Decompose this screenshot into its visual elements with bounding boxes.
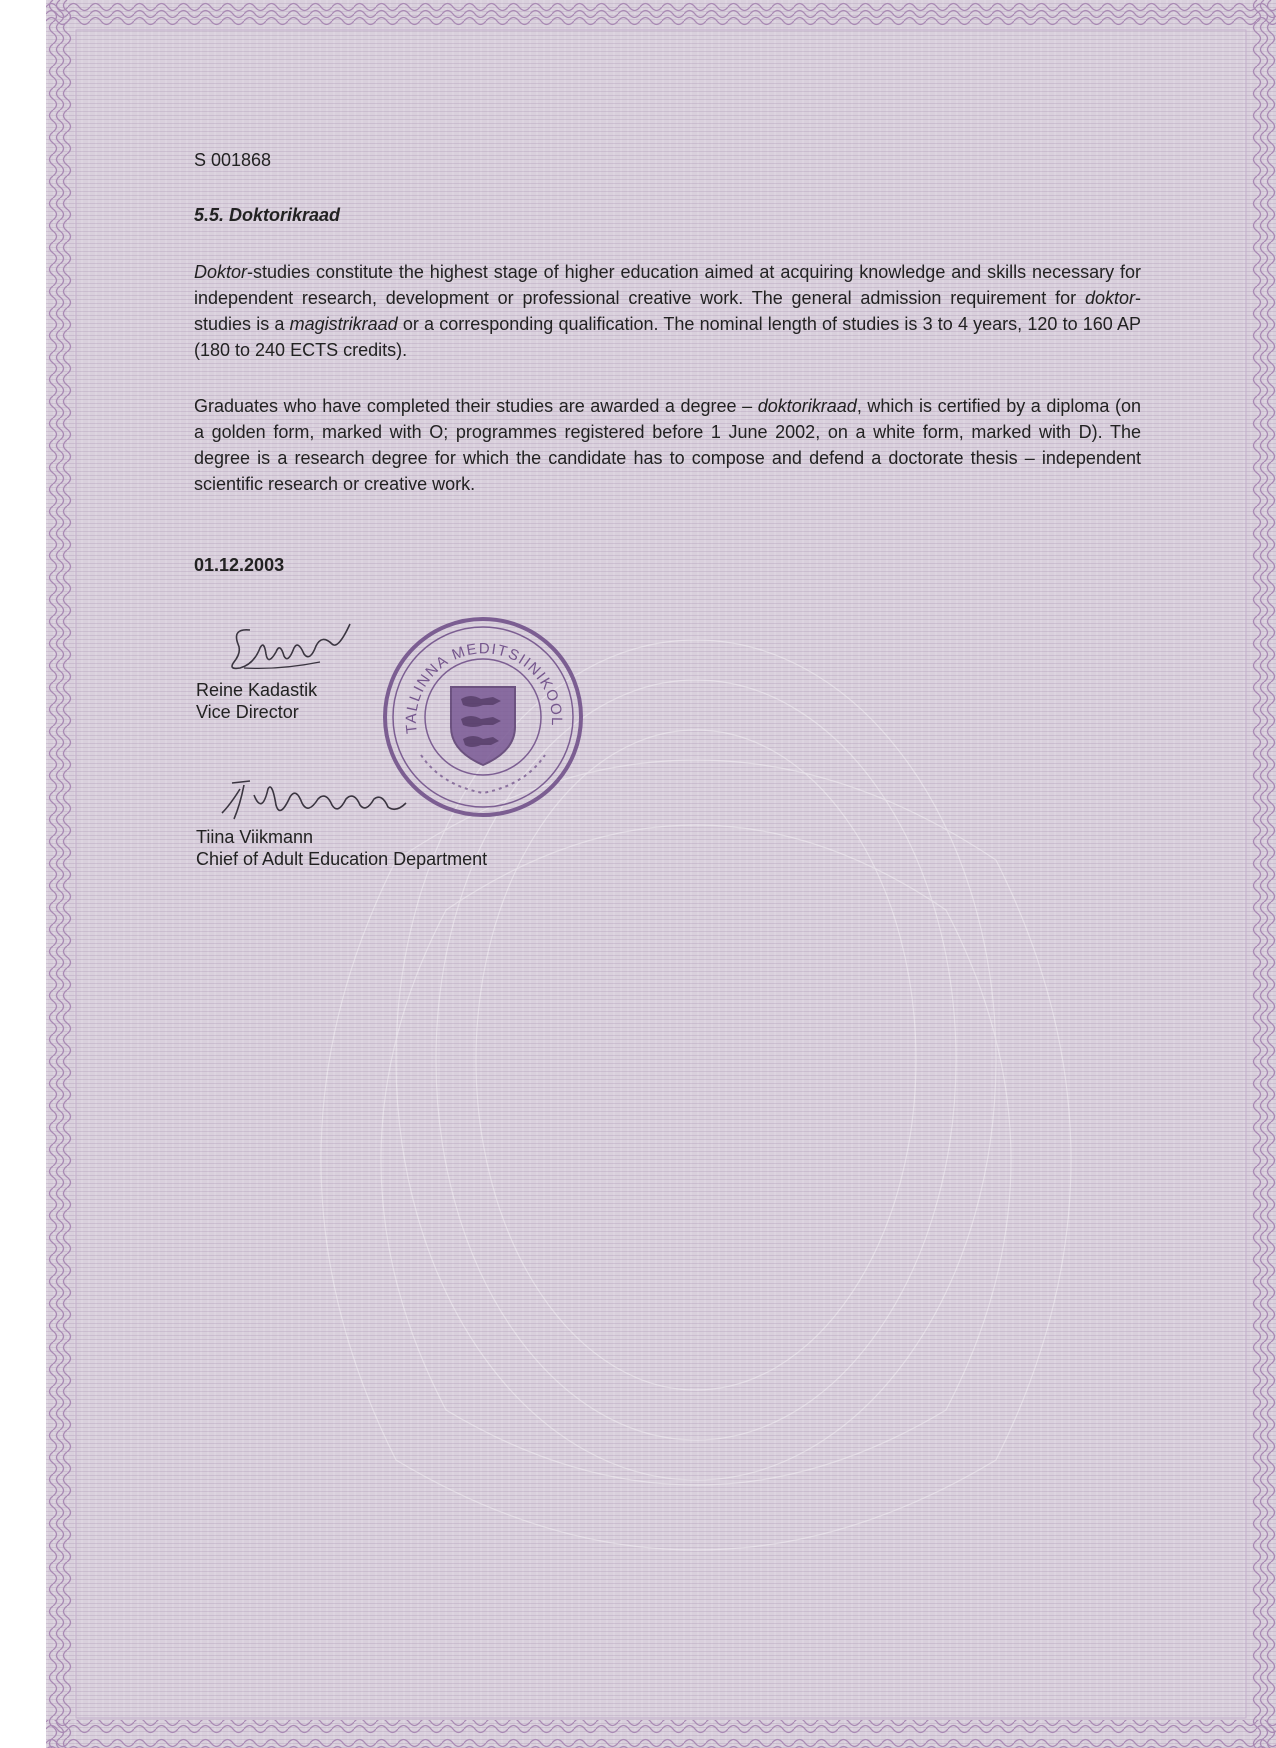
paragraph2-run: , which is certified by a diploma (on a golden form, marked with O; programmes registered before 1 June 2002, on a white form, marked with D). The degree is a research degree for which the candidate has to compose and defend a doctorate thesis – independent scientific research or creative work. xyxy=(194,396,1142,494)
background-rosette xyxy=(196,560,1196,1660)
coat-of-arms-icon xyxy=(451,687,515,765)
paragraph1-run: Doktor xyxy=(194,262,248,282)
stamp-text: TALLINNA MEDITSIINIKOOL xyxy=(402,640,566,735)
description-paragraph-1 xyxy=(194,259,1141,363)
paragraph1-run: -studies is a xyxy=(194,288,1141,334)
description-paragraph-2 xyxy=(194,393,1141,497)
signatory-2-name: Tiina Viikmann xyxy=(196,827,314,847)
official-stamp xyxy=(381,615,586,820)
signatory-2-role: Chief of Adult Education Department xyxy=(196,849,488,869)
section-heading: 5.5. Doktorikraad xyxy=(194,205,341,225)
signatory-1-name: Reine Kadastik xyxy=(196,680,318,700)
paragraph1-run: or a corresponding qualification. The nominal length of studies is 3 to 4 years, 120 to 160 AP (180 to 240 ECTS credits). xyxy=(194,314,1141,360)
paragraph1-run: magistrikraad xyxy=(289,314,398,334)
paragraph1-run: doktor xyxy=(1084,288,1135,308)
serial-number: S 001868 xyxy=(194,150,272,170)
paragraph2-run: Graduates who have completed their studies are awarded a degree – xyxy=(194,396,758,416)
issue-date: 01.12.2003 xyxy=(194,555,285,575)
signatory-1-role: Vice Director xyxy=(196,702,299,722)
paragraph1-run: -studies constitute the highest stage of higher education aimed at acquiring knowledge and skills necessary for independent research, development or professional creative work. The general admission requirement for xyxy=(194,262,1141,308)
paragraph2-run: doktorikraad xyxy=(757,396,857,416)
signature-reine-kadastik xyxy=(220,618,360,680)
